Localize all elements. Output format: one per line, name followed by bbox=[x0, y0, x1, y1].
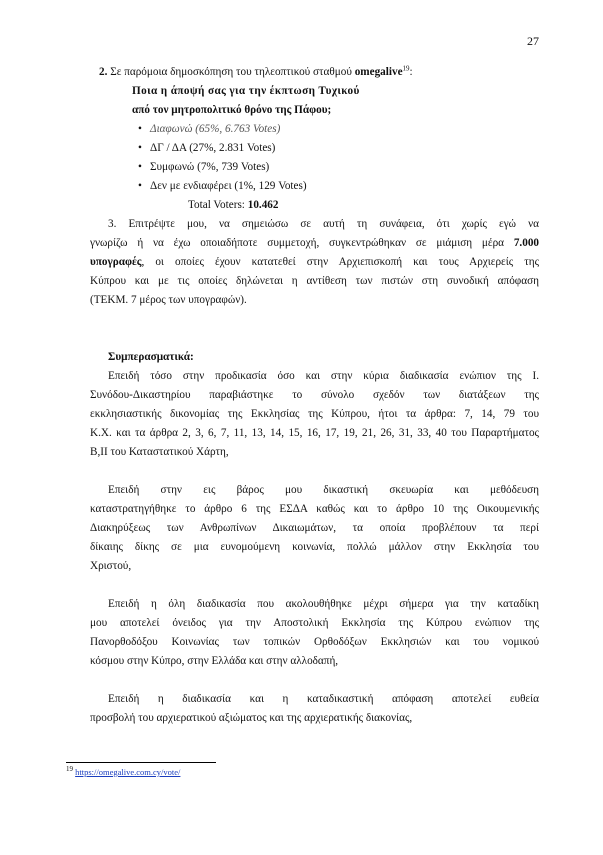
spacer bbox=[90, 671, 539, 690]
poll-option bbox=[90, 158, 539, 177]
page-body bbox=[90, 63, 539, 728]
p3-line: μου αποτελεί όνειδος για την Αποστολική Εκκλησία της Κύπρου ενώπιον της bbox=[90, 617, 539, 629]
poll-option bbox=[90, 120, 539, 139]
bullet-icon: • bbox=[138, 123, 142, 135]
item3-line bbox=[90, 253, 539, 272]
poll-question-line1: Ποια η άποψή σας για την έκπτωση Τυχικού bbox=[132, 85, 360, 97]
p2-line: Διακηρύξεως των Ανθρωπίνων Δικαιωμάτων, τα οποία προβλέπουν τα περί bbox=[90, 522, 539, 534]
item3-line: 3. Επιτρέψτε μου, να σημειώσω σε αυτή τη συνάφεια, ότι χωρίς εγώ να bbox=[108, 218, 539, 230]
p1-line: Επειδή τόσο στην προδικασία όσο και στην κύρια διαδικασία ενώπιον της Ι. bbox=[108, 370, 539, 382]
item3-text: , οι οποίες έχουν κατατεθεί στην Αρχιεπισκοπή και τους Αρχιερείς της bbox=[141, 256, 539, 268]
item2-station: omegalive bbox=[354, 66, 403, 78]
poll-option-text: Δεν με ενδιαφέρει (1%, 129 Votes) bbox=[150, 180, 307, 192]
poll-option-text: Συμφωνώ (7%, 739 Votes) bbox=[150, 161, 270, 173]
bullet-icon: • bbox=[138, 142, 142, 154]
p2-line: καταστρατηγήθηκε το άρθρο 6 της ΕΣΔΑ καθώς και το άρθρο 10 της Οικουμενικής bbox=[90, 503, 539, 515]
conclusion-heading: Συμπερασματικά: bbox=[108, 351, 194, 363]
spacer bbox=[90, 310, 539, 348]
bullet-icon: • bbox=[138, 161, 142, 173]
p1-line: εκκλησιαστικής δικονομίας της Εκκλησίας της Κύπρου, ήτοι τα άρθρα: 7, 14, 79 του bbox=[90, 408, 539, 420]
item2-intro bbox=[90, 63, 539, 82]
p4-line: Επειδή η διαδικασία και η καταδικαστική απόφαση αποτελεί ευθεία bbox=[108, 693, 539, 705]
item3-bold: υπογραφές bbox=[90, 256, 142, 268]
footnote bbox=[66, 767, 180, 777]
item2-text: Σε παρόμοια δημοσκόπηση του τηλεοπτικού σταθμού bbox=[107, 66, 355, 78]
p2-line: Επειδή στην εις βάρος μου δικαστική σκευωρία και μεθόδευση bbox=[108, 484, 539, 496]
poll-question-line2: από τον μητροπολιτικό θρόνο της Πάφου; bbox=[132, 104, 332, 116]
item2-colon: : bbox=[409, 66, 413, 78]
item3-line: Κύπρου και με τις οποίες δηλώνεται η αντίθεση των πιστών στη συνοδική απόφαση bbox=[90, 275, 539, 287]
footnote-ref[interactable]: 19 bbox=[402, 64, 410, 73]
footnote-link[interactable]: https://omegalive.com.cy/vote/ bbox=[75, 767, 181, 777]
p4-line: προσβολή του αρχιερατικού αξιώματος και της αρχιερατικής διακονίας, bbox=[90, 712, 413, 724]
spacer bbox=[90, 576, 539, 595]
p2-line: Χριστού, bbox=[90, 560, 132, 572]
item3-bold: 7.000 bbox=[513, 237, 539, 249]
item3-line bbox=[90, 234, 539, 253]
poll-option bbox=[90, 177, 539, 196]
total-voters-label: Total Voters: bbox=[188, 199, 248, 211]
total-voters bbox=[90, 196, 539, 215]
poll-option-text: ΔΓ / ΔΑ (27%, 2.831 Votes) bbox=[150, 142, 276, 154]
spacer bbox=[90, 462, 539, 481]
footnote-divider bbox=[66, 762, 216, 763]
item3-text: γνωρίζω ή να έχω οποιαδήποτε συμμετοχή, συγκεντρώθηκαν σε μιάμιση μέρα bbox=[90, 237, 514, 249]
total-voters-value: 10.462 bbox=[247, 199, 279, 211]
poll-option bbox=[90, 139, 539, 158]
page-number: 27 bbox=[527, 34, 539, 48]
p1-line: Κ.Χ. και τα άρθρα 2, 3, 6, 7, 11, 13, 14, 15, 16, 17, 19, 21, 26, 31, 33, 40 του Παραρτήματος bbox=[90, 427, 539, 439]
p2-line: δίκαιης δίκης σε μια ευνομούμενη κοινωνία, πολλώ μάλλον στην Εκκλησία του bbox=[90, 541, 539, 553]
p1-line: Β,ΙΙ του Καταστατικού Χάρτη, bbox=[90, 446, 229, 458]
p3-line: κόσμου στην Κύπρο, στην Ελλάδα και στην αλλοδαπή, bbox=[90, 655, 339, 667]
footnote-number: 19 bbox=[66, 765, 73, 774]
item3-line: (ΤΕΚΜ. 7 μέρος των υπογραφών). bbox=[90, 294, 247, 306]
bullet-icon: • bbox=[138, 180, 142, 192]
p1-line: Συνόδου-Δικαστηρίου παραβιάστηκε το σύνολο σχεδόν των διατάξεων της bbox=[90, 389, 539, 401]
p3-line: Επειδή η όλη διαδικασία που ακολουθήθηκε μέχρι σήμερα για την καταδίκη bbox=[108, 598, 539, 610]
p3-line: Πανορθοδόξου Κοινωνίας των τοπικών Ορθοδόξων Εκκλησιών και του νομικού bbox=[90, 636, 539, 648]
item2-number: 2. bbox=[99, 66, 108, 78]
poll-option-text: Διαφωνώ (65%, 6.763 Votes) bbox=[150, 123, 281, 135]
